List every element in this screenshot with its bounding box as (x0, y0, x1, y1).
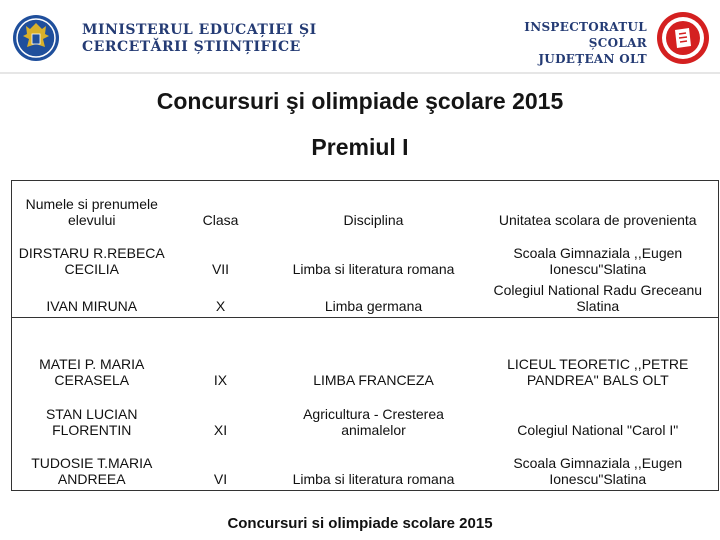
header-discipline: Disciplina (343, 211, 404, 228)
table-row (12, 231, 719, 280)
page-title: Concursuri şi olimpiade şcolare 2015 (156, 88, 564, 114)
inspectorate-name (497, 19, 647, 67)
student-discipline: Limba si literatura romana (292, 260, 455, 277)
student-name: STAN LUCIAN FLORENTIN (45, 405, 138, 438)
student-class: IX (213, 371, 228, 388)
student-school: LICEUL TEORETIC ,,PETRE PANDREA'' BALS OLT (507, 355, 689, 388)
student-discipline: Limba germana (270, 280, 478, 318)
student-name: MATEI P. MARIA CERASELA (39, 355, 145, 388)
student-discipline: LIMBA FRANCEZA (313, 371, 434, 388)
header-name: Numele si prenumele elevului (25, 195, 158, 228)
ministry-line-2: CERCETĂRII ȘTIINȚIFICE (82, 39, 301, 55)
inspectorate-line-2: JUDEȚEAN OLT (538, 52, 647, 66)
student-name: DIRSTARU R.REBECA CECILIA (18, 244, 165, 277)
student-name: TUDOSIE T.MARIA ANDREEA (31, 455, 153, 487)
table-header-row (12, 181, 719, 231)
student-school: Colegiul National "Carol I" (517, 421, 679, 438)
ministry-line-1: MINISTERUL EDUCAȚIEI ȘI (82, 22, 317, 38)
ministry-name (82, 22, 317, 56)
results-table (11, 180, 719, 491)
table-row (12, 280, 719, 318)
student-discipline: Limba si literatura romana (292, 471, 455, 487)
student-class: XI (213, 421, 228, 438)
table-row (12, 441, 719, 491)
header-divider (0, 72, 720, 74)
page-subtitle: Premiul I (311, 134, 409, 160)
student-class: VII (211, 260, 230, 277)
student-class: VI (213, 471, 228, 487)
page-header (0, 0, 720, 74)
footer-caption: Concursuri si olimpiade scolare 2015 (227, 515, 493, 532)
student-school: Scoala Gimnaziala ,,Eugen Ionescu"Slatina (513, 455, 683, 487)
romania-coat-of-arms-icon (12, 12, 60, 64)
isj-olt-logo-icon (655, 10, 711, 66)
student-name: IVAN MIRUNA (12, 280, 172, 318)
header-school: Unitatea scolara de provenienta (498, 211, 697, 228)
header-class: Clasa (202, 211, 239, 228)
student-discipline: Agricultura - Cresterea animalelor (303, 405, 444, 438)
table-row (12, 391, 719, 441)
student-school: Scoala Gimnaziala ,,Eugen Ionescu"Slatina (513, 244, 683, 277)
student-school: Colegiul National Radu Greceanu Slatina (478, 280, 719, 318)
inspectorate-line-1: INSPECTORATUL ȘCOLAR (524, 20, 647, 50)
student-class: X (172, 280, 270, 318)
table-row (12, 318, 719, 391)
